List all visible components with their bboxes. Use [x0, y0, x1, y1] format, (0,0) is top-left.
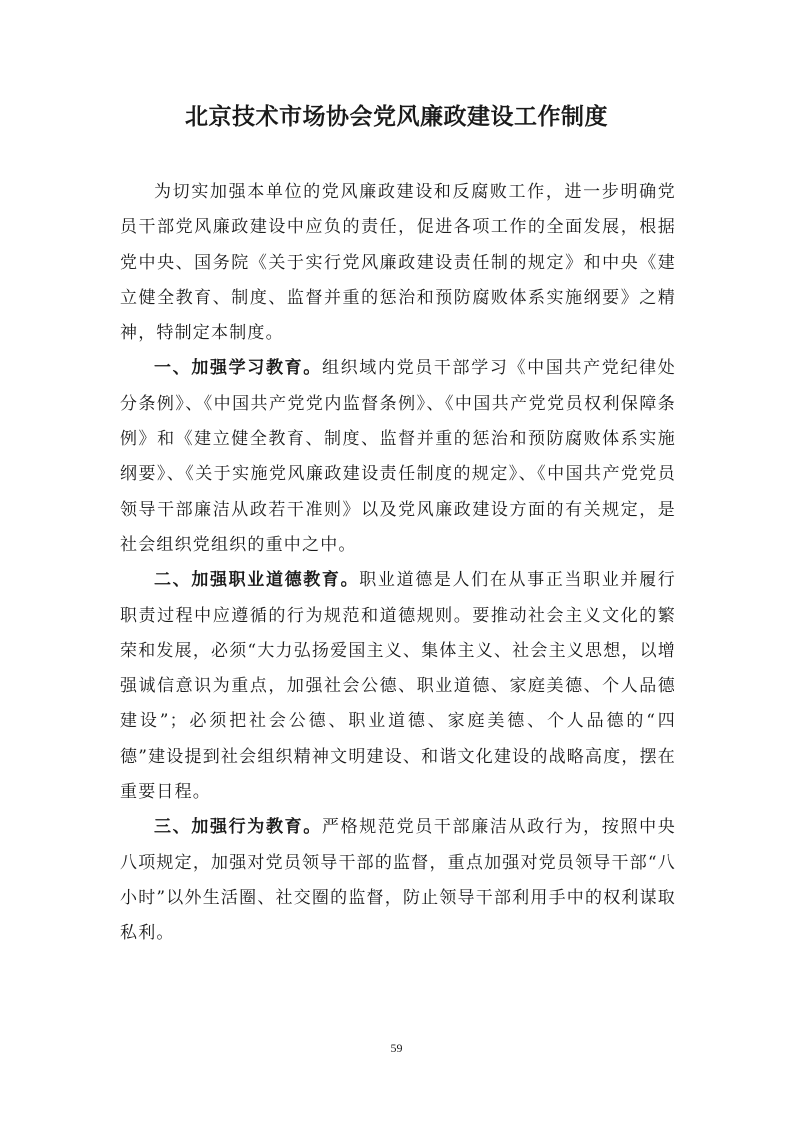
paragraph-text: 严格规范党员干部廉洁从政行为，按照中央八项规定，加强对党员领导干部的监督，重点加强对党员领导干部“八小时”以外生活圈、社交圈的监督，防止领导干部利用手中的权利谋取私利。: [120, 817, 676, 944]
paragraph-text: 为切实加强本单位的党风廉政建设和反腐败工作，进一步明确党员干部党风廉政建设中应负的责任，促进各项工作的全面发展，根据党中央、国务院《关于实行党风廉政建设责任制的规定》和中央《建立健全教育、制度、监督并重的惩治和预防腐败体系实施纲要》之精神，特制定本制度。: [120, 182, 676, 344]
paragraph-text: 职业道德是人们在从事正当职业并履行职责过程中应遵循的行为规范和道德规则。要推动社会主义文化的繁荣和发展，必须“大力弘扬爱国主义、集体主义、社会主义思想，以增强诚信意识为重点，加强社会公德、职业道德、家庭美德、个人品德建设”；必须把社会公德、职业道德、家庭美德、个人品德的“四德”建设提到社会组织精神文明建设、和谐文化建设的战略高度，摆在重要日程。: [120, 570, 676, 803]
paragraph-text: 组织域内党员干部学习《中国共产党纪律处分条例》、《中国共产党党内监督条例》、《中国共产党党员权利保障条例》和《建立健全教育、制度、监督并重的惩治和预防腐败体系实施纲要》、《关于实施党风廉政建设责任制度的规定》、《中国共产党党员领导干部廉洁从政若干准则》以及党风廉政建设方面的有关规定，是社会组织党组织的重中之中。: [120, 358, 676, 555]
paragraph-ethics-education: [120, 563, 676, 810]
paragraph-lead: 一、加强学习教育。: [154, 358, 322, 379]
document-body: [120, 175, 676, 952]
paragraph-conduct-education: [120, 810, 676, 951]
document-title: 北京技术市场协会党风廉政建设工作制度: [185, 103, 608, 130]
paragraph-lead: 三、加强行为教育。: [154, 817, 322, 838]
paragraph-study-education: [120, 351, 676, 563]
paragraph-lead: 二、加强职业道德教育。: [154, 570, 360, 591]
paragraph-intro: [120, 175, 676, 351]
page-number: 59: [390, 1041, 403, 1055]
